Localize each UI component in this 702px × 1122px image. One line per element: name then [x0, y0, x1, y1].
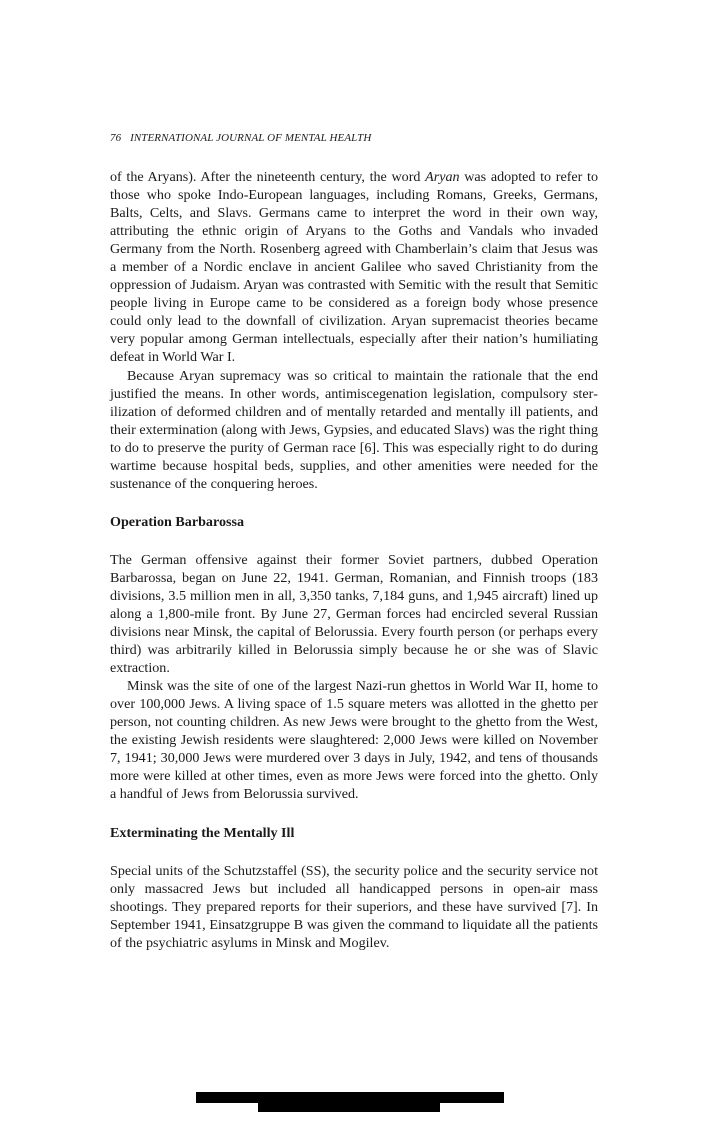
paragraph-offensive: The German offensive against their former Soviet partners, dubbed Operation Barbarossa, began on June 22, 1941. German, Romanian, and Finnish troops (183 divisions, 3.5 million men in all, 3,350 tanks, 7,184 guns, and 1,945 aircraft) lined up along a 1,800-mile front. By June 27, German forces had encircled several Russian divisions near Minsk, the capital of Belorussia. Every fourth person (or perhaps every third) was arbitrarily killed in Belorussia simply because he or she was of Slavic extraction. [110, 551, 598, 677]
running-head [110, 132, 600, 144]
section-heading-barbarossa: Operation Barbarossa [110, 513, 245, 530]
scan-redaction-bar-lower [258, 1102, 440, 1112]
paragraph-text-part: of the Aryans). After the nineteenth century, the word [110, 169, 426, 185]
journal-title: INTERNATIONAL JOURNAL OF MENTAL HEALTH [130, 132, 372, 144]
emphasized-term: Aryan [425, 169, 460, 185]
paragraph-text-part: was adopted to refer to those who spoke Indo-European languages, including Romans, Greeks, Germans, Balts, Celts, and Slavs. Germans came to interpret the word in their own way, attributing the ethnic origin of Aryans to the Goths and Vandals who invaded Germany from the North. Rosenberg agreed with Chamberlain’s claim that Jesus was a member of a Nordic enclave in ancient Galilee who saved Christianity from the oppression of Judaism. Aryan was contrasted with Semitic with the result that Semitic people living in Europe came to be considered as a foreign body whose presence could only lead to the downfall of civilization. Aryan supremacist theories became very popular among German intellectuals, especially after their nation’s humiliating defeat in World War I. [110, 169, 598, 366]
paragraph-minsk-ghetto: Minsk was the site of one of the largest Nazi-run ghettos in World War II, home to over 100,000 Jews. A living space of 1.5 square meters was allotted in the ghetto per person, not counting children. As new Jews were brought to the ghetto from the West, the existing Jewish residents were slaughtered: 2,000 Jews were killed on November 7, 1941; 30,000 Jews were murdered over 3 days in July, 1942, and tens of thousands more were killed at other times, even as more Jews were forced into the ghetto. Only a handful of Jews from Belorussia survived. [110, 678, 598, 803]
article-body [110, 168, 598, 952]
section-heading-mentally-ill: Exterminating the Mentally Ill [110, 824, 295, 841]
paragraph-aryan-supremacy: Because Aryan supremacy was so critical to maintain the rationale that the end justified the means. In other words, antimiscegenation legislation, compulsory sterilization of deformed children and of mentally retarded and mentally ill patients, and their extermination (along with Jews, Gypsies, and educated Slavs) was the right thing to do to preserve the purity of German race [6]. This was especially right to do during wartime because hospital beds, supplies, and other amenities were needed for the sustenance of the conquering heroes. [110, 367, 598, 492]
paragraph-aryan-definition [110, 168, 598, 367]
page-number: 76 [110, 132, 122, 144]
paragraph-ss-units: Special units of the Schutzstaffel (SS), the security police and the security service not only massacred Jews but included all handicapped persons in open-air mass shootings. They prepared reports for their superiors, and these have survived [7]. In September 1941, Einsatzgruppe B was given the command to liquidate all the patients of the psychiatric asylums in Minsk and Mogilev. [110, 862, 598, 951]
